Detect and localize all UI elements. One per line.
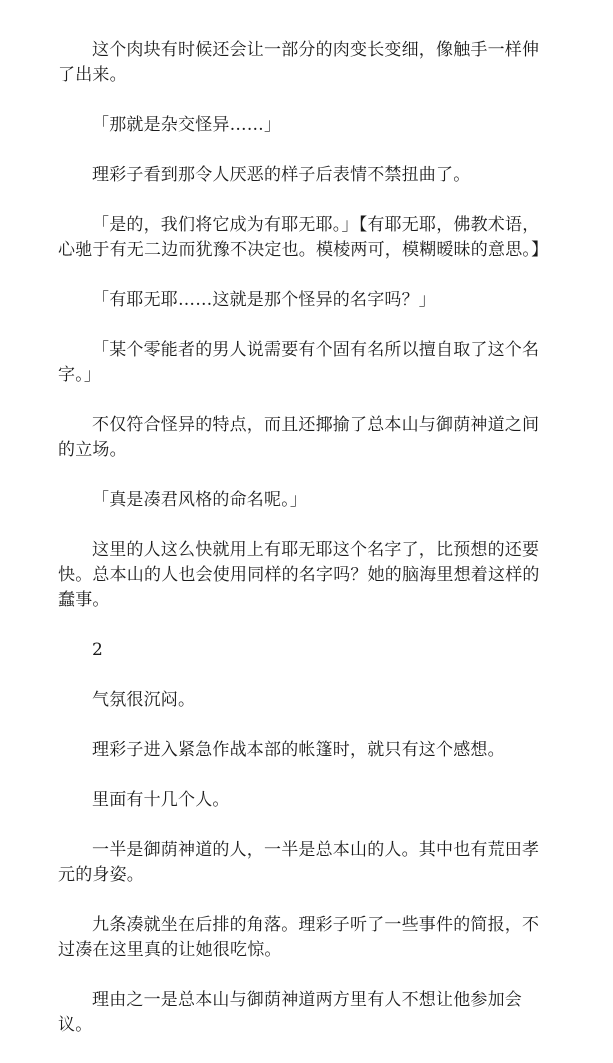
paragraph: 不仅符合怪异的特点，而且还揶揄了总本山与御荫神道之间的立场。 <box>58 415 540 460</box>
paragraph: 理彩子看到那令人厌恶的样子后表情不禁扭曲了。 <box>92 165 471 185</box>
paragraph: 理彩子进入紧急作战本部的帐篷时，就只有这个感想。 <box>92 740 505 760</box>
paragraph: 「是的，我们将它成为有耶无耶。」【有耶无耶，佛教术语，心驰于有无二边而犹豫不决定也。模棱两可，模糊暧昧的意思。】 <box>58 215 549 260</box>
paragraph: 「真是凑君风格的命名呢。」 <box>92 490 308 510</box>
paragraph: 这个肉块有时候还会让一部分的肉变长变细，像触手一样伸了出来。 <box>58 40 540 85</box>
paragraph: 理由之一是总本山与御荫神道两方里有人不想让他参加会议。 <box>58 990 522 1035</box>
section-number: 2 <box>92 640 104 660</box>
paragraph: 气氛很沉闷。 <box>92 690 196 710</box>
paragraph: 「某个零能者的男人说需要有个固有名所以擅自取了这个名字。」 <box>58 340 540 385</box>
paragraph: 一半是御荫神道的人，一半是总本山的人。其中也有荒田孝元的身姿。 <box>58 840 540 885</box>
paragraph: 这里的人这么快就用上有耶无耶这个名字了，比预想的还要快。总本山的人也会使用同样的名字吗？她的脑海里想着这样的蠢事。 <box>58 540 540 610</box>
document-page <box>58 38 556 1063</box>
paragraph: 九条凑就坐在后排的角落。理彩子听了一些事件的简报，不过凑在这里真的让她很吃惊。 <box>58 915 540 960</box>
paragraph: 「有耶无耶……这就是那个怪异的名字吗？」 <box>92 290 436 310</box>
paragraph: 里面有十几个人。 <box>92 790 230 810</box>
paragraph: 「那就是杂交怪异……」 <box>92 115 282 135</box>
